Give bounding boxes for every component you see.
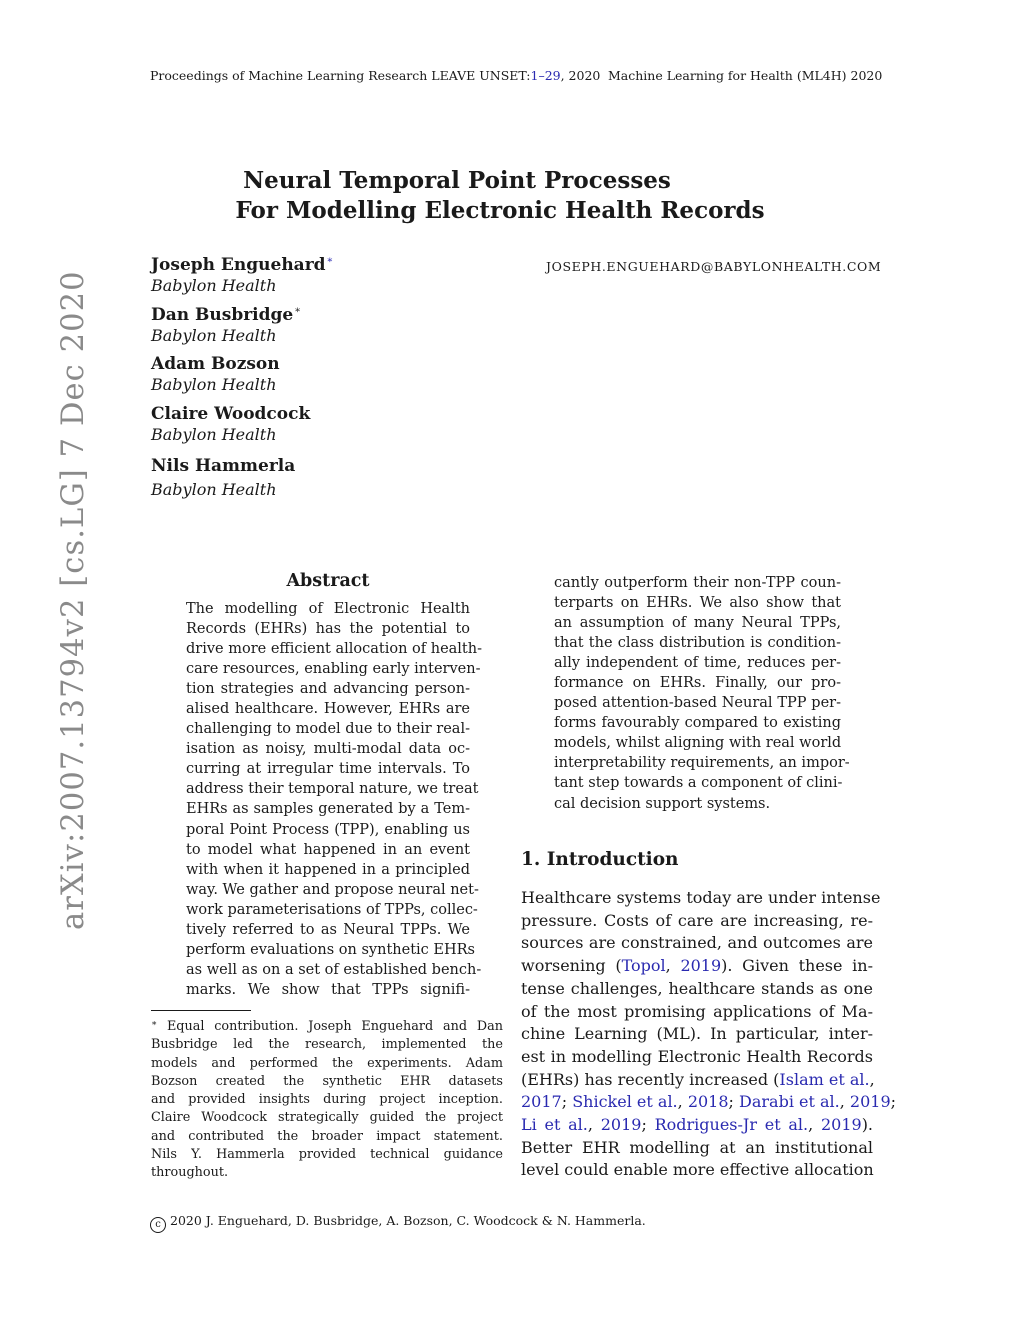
abstract-line: curring at irregular time intervals. To	[186, 761, 470, 778]
abstract-line: formance on EHRs. Finally, our pro-	[554, 675, 841, 692]
citation-link[interactable]: Li et al.	[521, 1115, 588, 1135]
abstract-line: models, whilst aligning with real world	[554, 735, 842, 752]
section-heading: 1. Introduction	[521, 849, 679, 870]
footnote-line: Busbridge led the research, implemented the	[151, 1037, 503, 1053]
citation-link[interactable]: Shickel et al.	[572, 1092, 678, 1112]
body-line: (EHRs) has recently increased (Islam et al.,	[521, 1069, 875, 1089]
abstract-line: as well as on a set of established bench-	[186, 961, 482, 978]
copyright-text: 2020 J. Enguehard, D. Busbridge, A. Bozson, C. Woodcock & N. Hammerla.	[170, 1213, 646, 1228]
footnote-line: and contributed the broader impact statement.	[151, 1128, 503, 1144]
abstract-line: isation as noisy, multi-modal data oc-	[186, 741, 470, 758]
abstract-left-column	[186, 599, 482, 1000]
footnote-line: models and performed the experiments. Adam	[151, 1055, 503, 1071]
citation-link[interactable]: Islam et al.	[779, 1069, 870, 1089]
abstract-line: forms favourably compared to existing	[554, 715, 841, 732]
abstract-line: perform evaluations on synthetic EHRs	[186, 941, 475, 958]
author-name: Dan Busbridge∗	[151, 305, 302, 325]
body-line: tense challenges, healthcare stands as one	[521, 978, 873, 998]
abstract-line: Records (EHRs) has the potential to	[186, 621, 470, 638]
body-line: sources are constrained, and outcomes are	[521, 933, 873, 953]
arxiv-id: arXiv:2007.13794v2 [cs.LG] 7 Dec 2020	[56, 270, 91, 930]
author-affiliation: Babylon Health	[151, 480, 277, 499]
abstract-line: address their temporal nature, we treat	[186, 781, 479, 798]
body-line: est in modelling Electronic Health Records	[521, 1046, 873, 1066]
copyright-icon: c	[150, 1217, 166, 1233]
citation-year-link[interactable]: 2017	[521, 1092, 562, 1112]
body-line: worsening (Topol, 2019). Given these in-	[521, 956, 874, 976]
citation-link[interactable]: Topol	[621, 956, 666, 976]
author-affiliation: Babylon Health	[151, 425, 277, 444]
abstract-line: tion strategies and advancing person-	[186, 681, 470, 698]
proceedings-year: , 2020	[560, 68, 601, 83]
body-line: Better EHR modelling at an institutional	[521, 1137, 873, 1157]
footnote	[151, 1015, 503, 1183]
abstract-line: poral Point Process (TPP), enabling us	[186, 821, 470, 838]
footnote-line: Nils Y. Hammerla provided technical guidance	[151, 1147, 503, 1163]
introduction-body	[521, 887, 897, 1182]
title-line-1: Neural Temporal Point Processes	[243, 167, 671, 194]
abstract-line: terparts on EHRs. We also show that	[554, 595, 841, 612]
footnote-line: throughout.	[151, 1165, 229, 1181]
abstract-line: an assumption of many Neural TPPs,	[554, 615, 841, 632]
author-affiliation: Babylon Health	[151, 326, 277, 345]
abstract-line: ally independent of time, reduces per-	[554, 655, 841, 672]
citation-year-link[interactable]: 2018	[687, 1092, 729, 1112]
abstract-line: cantly outperform their non-TPP coun-	[554, 575, 841, 591]
abstract-line: alised healthcare. However, EHRs are	[186, 701, 470, 718]
footnote-mark: ∗	[151, 1019, 158, 1029]
author-affiliation: Babylon Health	[151, 276, 277, 295]
abstract-line: tant step towards a component of clini-	[554, 775, 843, 792]
abstract-line: challenging to model due to their real-	[186, 721, 470, 738]
body-line: 2017; Shickel et al., 2018; Darabi et al., 2019;	[521, 1092, 897, 1112]
title-line-2: For Modelling Electronic Health Records	[235, 197, 765, 224]
abstract-line: EHRs as samples generated by a Tem-	[186, 801, 470, 818]
abstract-heading: Abstract	[286, 571, 370, 591]
abstract-line: way. We gather and propose neural net-	[186, 881, 479, 898]
footnote-line: and provided insights during project inception.	[151, 1092, 503, 1108]
citation-link[interactable]: Rodrigues-Jr et al.	[654, 1115, 809, 1135]
proceedings-text: Proceedings of Machine Learning Research LEAVE UNSET:	[150, 68, 531, 83]
citation-year-link[interactable]: 2019	[680, 956, 722, 976]
author-name: Adam Bozson	[151, 354, 280, 374]
abstract-line: that the class distribution is condition-	[554, 635, 841, 652]
body-line: pressure. Costs of care are increasing, re-	[521, 910, 873, 930]
footnote-mark: ∗	[294, 305, 302, 316]
author-affiliation: Babylon Health	[151, 375, 277, 394]
author-name: Joseph Enguehard∗	[151, 255, 334, 275]
abstract-line: marks. We show that TPPs signifi-	[186, 981, 470, 998]
author-email[interactable]: JOSEPH.ENGUEHARD@BABYLONHEALTH.COM	[546, 259, 882, 274]
footnote-line: Bozson created the synthetic EHR datasets	[151, 1073, 503, 1089]
abstract-line: care resources, enabling early interven-	[186, 661, 481, 678]
pages-link[interactable]: 1–29	[530, 68, 561, 83]
abstract-line: posed attention-based Neural TPP per-	[554, 695, 841, 712]
citation-year-link[interactable]: 2019	[849, 1092, 891, 1112]
abstract-line: drive more efficient allocation of health-	[186, 641, 482, 658]
footnote-mark-link[interactable]: ∗	[326, 255, 334, 266]
abstract-line: tively referred to as Neural TPPs. We	[186, 921, 470, 938]
body-line: Healthcare systems today are under intense	[521, 888, 881, 907]
citation-link[interactable]: Darabi et al.	[739, 1092, 840, 1112]
citation-year-link[interactable]: 2019	[600, 1115, 642, 1135]
citation-year-link[interactable]: 2019	[820, 1115, 862, 1135]
abstract-line: work parameterisations of TPPs, collec-	[186, 901, 478, 918]
paper-title	[150, 166, 874, 226]
author-name: Nils Hammerla	[151, 456, 296, 476]
abstract-line: with when it happened in a principled	[186, 861, 470, 878]
abstract-line: to model what happened in an event	[186, 841, 470, 858]
body-line: Li et al., 2019; Rodrigues-Jr et al., 2019).	[521, 1115, 874, 1135]
author-name: Claire Woodcock	[151, 404, 311, 424]
body-line: chine Learning (ML). In particular, inter-	[521, 1024, 873, 1044]
body-line: of the most promising applications of Ma-	[521, 1001, 873, 1021]
abstract-line: The modelling of Electronic Health	[186, 601, 470, 617]
abstract-line: cal decision support systems.	[554, 795, 771, 812]
venue: Machine Learning for Health (ML4H) 2020	[608, 68, 883, 83]
footnote-line: Claire Woodcock strategically guided the project	[151, 1110, 503, 1126]
abstract-right-column	[554, 573, 850, 814]
footnote-line: ∗ Equal contribution. Joseph Enguehard and Dan	[151, 1019, 503, 1034]
body-line: level could enable more effective allocation	[521, 1160, 874, 1180]
footnote-rule	[151, 1010, 251, 1011]
running-header	[150, 68, 883, 83]
abstract-line: interpretability requirements, an impor-	[554, 755, 850, 772]
arxiv-stamp	[14, 270, 91, 930]
copyright-notice	[150, 1213, 646, 1233]
